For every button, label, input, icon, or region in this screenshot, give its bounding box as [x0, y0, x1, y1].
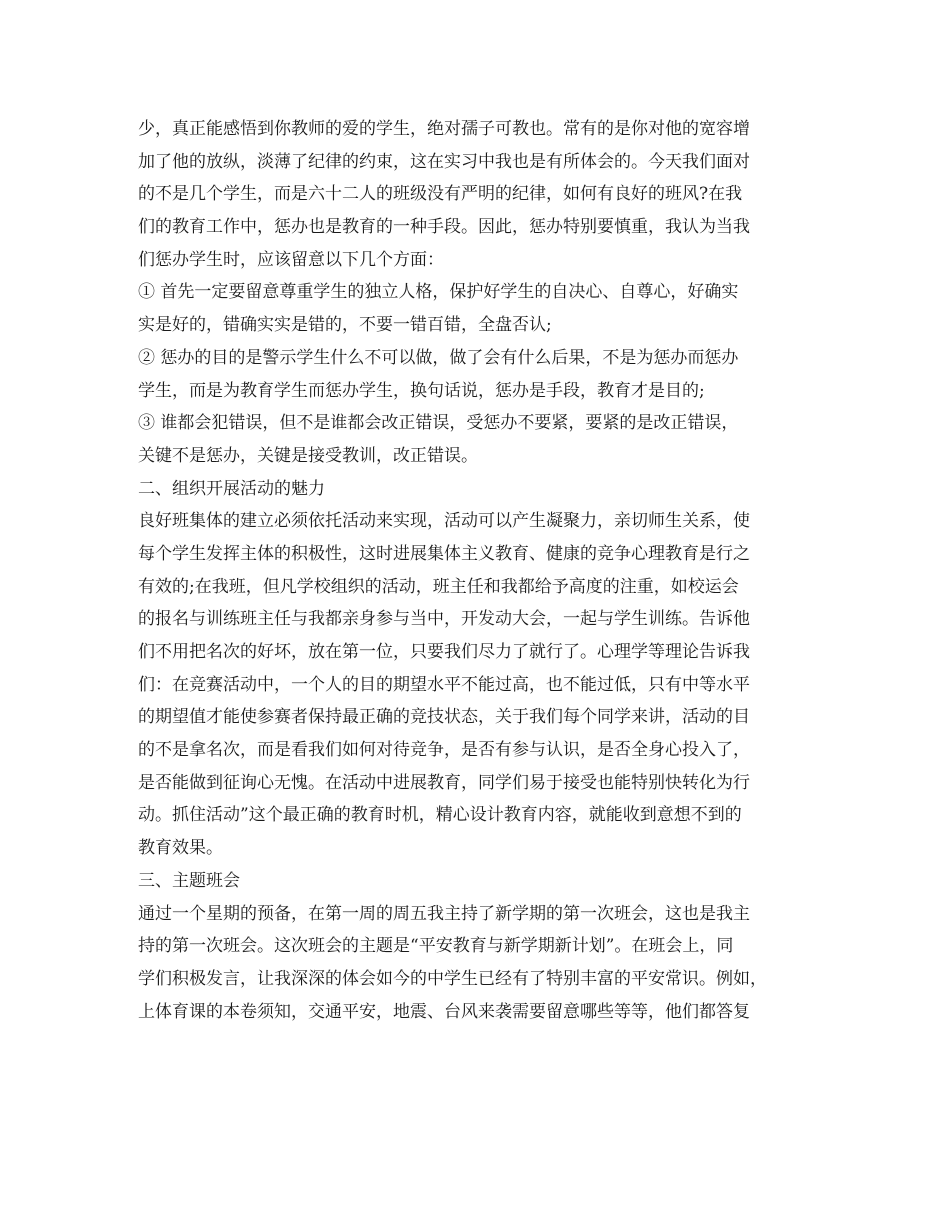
- list-item: ② 惩办的目的是警示学生什么不可以做，做了会有什么后果，不是为惩办而惩办: [138, 347, 739, 368]
- document-body: [138, 113, 823, 1028]
- text-line: 学生，而是为教育学生而惩办学生，换句话说，惩办是手段，教育才是目的;: [138, 380, 705, 401]
- text-line: 持的第一次班会。这次班会的主题是“平安教育与新学期新计划”。在班会上，同: [138, 936, 734, 957]
- text-line: 学们积极发言，让我深深的体会如今的中学生已经有了特别丰富的平安常识。例如，: [138, 968, 767, 989]
- text-line: 的报名与训练班主任与我都亲身参与当中，开发动大会，一起与学生训练。告诉他: [138, 609, 750, 630]
- text-line: 的不是几个学生，而是六十二人的班级没有严明的纪律，如何有良好的班风?在我: [138, 184, 743, 205]
- text-line: 加了他的放纵，淡薄了纪律的约束，这在实习中我也是有所体会的。今天我们面对: [138, 151, 750, 172]
- section-heading: 三、主题班会: [138, 870, 240, 891]
- text-line: 是否能做到征询心无愧。在活动中进展教育，同学们易于接受也能特别快转化为行: [138, 772, 750, 793]
- text-line: 少，真正能感悟到你教师的爱的学生，绝对孺子可教也。常有的是你对他的宽容增: [138, 119, 750, 139]
- list-item: ① 首先一定要留意尊重学生的独立人格，保护好学生的自决心、自尊心，好确实: [138, 282, 739, 303]
- text-line: 有效的;在我班，但凡学校组织的活动，班主任和我都给予高度的注重，如校运会: [138, 576, 739, 597]
- text-line: 们惩办学生时，应该留意以下几个方面：: [138, 249, 444, 270]
- text-line: 们：在竞赛活动中，一个人的目的期望水平不能过高，也不能过低，只有中等水平: [138, 674, 750, 695]
- text-line: 们的教育工作中，惩办也是教育的一种手段。因此，惩办特别要慎重，我认为当我: [138, 217, 750, 238]
- section-heading: 二、组织开展活动的魅力: [138, 478, 325, 499]
- text-line: 动。抓住活动”这个最正确的教育时机，精心设计教育内容，就能收到意想不到的: [138, 805, 742, 826]
- text-line: 每个学生发挥主体的积极性，这时进展集体主义教育、健康的竞争心理教育是行之: [138, 543, 750, 564]
- text-line: 良好班集体的建立必须依托活动来实现，活动可以产生凝聚力，亲切师生关系，使: [138, 511, 750, 532]
- text-line: 的期望值才能使参赛者保持最正确的竞技状态，关于我们每个同学来讲，活动的目: [138, 707, 750, 728]
- text-line: 的不是拿名次，而是看我们如何对待竞争，是否有参与认识，是否全身心投入了，: [138, 740, 750, 761]
- text-line: 通过一个星期的预备，在第一周的周五我主持了新学期的第一次班会，这也是我主: [138, 903, 750, 924]
- text-line: 教育效果。: [138, 838, 223, 859]
- text-line: 上体育课的本卷须知，交通平安，地震、台风来袭需要留意哪些等等，他们都答复: [138, 1001, 750, 1022]
- text-line: 们不用把名次的好坏，放在第一位，只要我们尽力了就行了。心理学等理论告诉我: [138, 642, 750, 662]
- text-line: 实是好的，错确实实是错的，不要一错百错，全盘否认;: [138, 315, 552, 336]
- list-item: ③ 谁都会犯错误，但不是谁都会改正错误，受惩办不要紧，要紧的是改正错误，: [138, 413, 739, 434]
- text-line: 关键不是惩办，关键是接受教训，改正错误。: [138, 445, 478, 466]
